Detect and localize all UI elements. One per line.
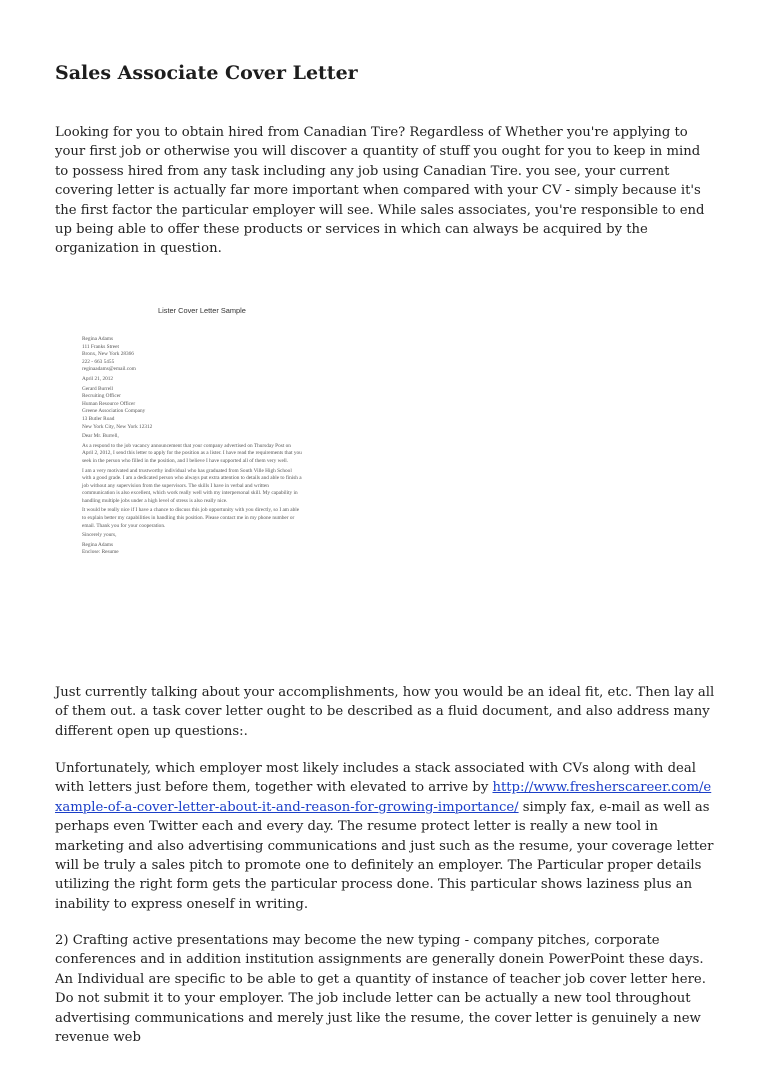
embedded-letter-line: with a good grade. I am a dedicated person who always put extra attention to details and able to finish a (82, 475, 302, 482)
embedded-letter-line: 111 Franks Street (82, 343, 119, 350)
embedded-letter-line: 13 Butler Road (82, 415, 115, 422)
paragraph-presentations: 2) Crafting active presentations may become the new typing - company pitches, corporate conferences and in addition institution assignments are generally donein PowerPoint these days. An Individual are specific to be able to get a quantity of instance of teacher job cover letter here. Do not submit it to your employer. The job include letter can be actually a new tool throughout advertising communications and merely just like the resume, the cover letter is genuinely a new revenue web (55, 933, 706, 1046)
embedded-letter-line: Bronx, New York 28366 (82, 351, 134, 358)
embedded-letter-line: It would be really nice if I have a chance to discuss this job opportunity with you directly, so I am able (82, 507, 300, 514)
embedded-letter-line: Gerard Burrell (82, 385, 114, 392)
embedded-letter-line: job without any supervision from the supervisors. The skills I have in verbal and written (82, 482, 269, 489)
embedded-letter-line: to explain better my capabilities in handling this position. Please contact me in my phone number or (82, 515, 295, 522)
paragraph-employer-text-before: Unfortunately, which employer most likely includes a stack associated with CVs along with deal with letters just before them, together with elevated to arrive by (55, 761, 696, 796)
embedded-letter-line: seek in the person who filled in the position, and I believe I have supported all of them very well. (82, 457, 289, 464)
embedded-letter-line: April 21, 2012 (82, 375, 114, 382)
embedded-letter-image (78, 300, 346, 555)
embedded-letter-line: email. Thank you for your cooperation. (82, 522, 166, 529)
embedded-letter-line: Sincerely yours, (82, 532, 117, 539)
page-title: Sales Associate Cover Letter (55, 62, 358, 84)
fresherscareer-link[interactable]: http://www.fresherscareer.com/example-of-a-cover-letter-about-it-and-reason-for-growing-importance/ (55, 780, 712, 815)
embedded-letter-line: April 2, 2012, I send this letter to apply for the position as a lister. I have read the requirements that you (82, 450, 302, 457)
embedded-letter-line: Regina Adams (82, 336, 114, 342)
embedded-letter-line: Dear Mr. Burrell, (82, 433, 119, 440)
paragraph-accomplishments: Just currently talking about your accomplishments, how you would be an ideal fit, etc. Then lay all of them out. a task cover letter ought to be described as a fluid document, and also address many different open up questions:. (55, 685, 715, 739)
embedded-letter-title: Lister Cover Letter Sample (158, 306, 246, 315)
embedded-letter-line: As a respond to the job vacancy announcement that your company advertised on Thursday Post on (82, 442, 291, 449)
embedded-letter-line: Regina Adams (82, 541, 114, 548)
embedded-letter-line: Human Resource Officer (82, 400, 136, 407)
paragraph-employer (55, 759, 715, 914)
paragraph-intro: Looking for you to obtain hired from Canadian Tire? Regardless of Whether you're applying to your first job or otherwise you will discover a quantity of stuff you ought for you to keep in mind to possess hired from any task including any job using Canadian Tire. you see, your current covering letter is actually far more important when compared with your CV - simply because it's the first factor the particular employer will see. While sales associates, you're responsible to end up being able to offer these products or services in which can always be acquired by the organization in question. (55, 125, 705, 257)
paragraph-employer-text-after: simply fax, e-mail as well as perhaps even Twitter each and every day. The resume protect letter is really a new tool in marketing and also advertising communications and just such as the resume, your coverage letter will be truly a sales pitch to promote one to definitely an employer. The Particular proper details utilizing the right form gets the particular process done. This particular shows laziness plus an inability to express oneself in writing. (55, 799, 714, 912)
embedded-letter-line: 222 - 663 5455 (82, 358, 115, 365)
embedded-letter-line: Recruiting Officer (82, 393, 121, 400)
embedded-letter-line: I am a very motivated and trustworthy individual who has graduated from South Ville High School (82, 467, 292, 474)
embedded-letter-line: New York City, New York 12312 (82, 423, 153, 430)
embedded-letter-body (82, 336, 344, 557)
embedded-letter-line: Greene Association Company (82, 408, 146, 415)
embedded-letter-line: handling multiple jobs under a high level of stress is also really nice. (82, 497, 228, 504)
embedded-letter-line: communication is also excellent, which work really well with my interpersonal skill. My capability in (82, 490, 298, 497)
embedded-letter-line: reginaadams@email.com (82, 366, 136, 373)
embedded-letter-line: Enclose: Resume (82, 549, 119, 556)
